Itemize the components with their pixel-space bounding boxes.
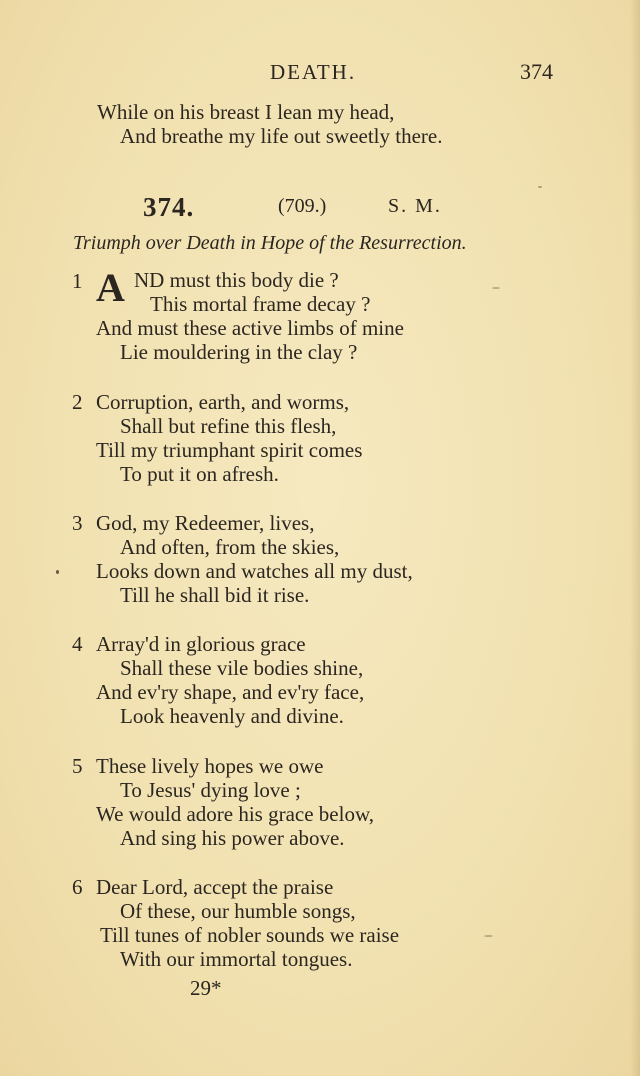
- verse-number: 2: [72, 390, 83, 414]
- verse-line: Lie mouldering in the clay ?: [120, 340, 358, 364]
- hymn-number: 374.: [143, 192, 195, 222]
- verse-number: 5: [72, 754, 83, 778]
- paper-speck: [56, 570, 59, 574]
- paper-speck: [484, 935, 493, 937]
- verse-line: Of these, our humble songs,: [120, 899, 356, 923]
- verse-line: Shall these vile bodies shine,: [120, 656, 364, 680]
- signature-mark: 29*: [190, 976, 222, 1000]
- verse-number: 1: [72, 269, 83, 293]
- hymn-meter: S. M.: [388, 195, 442, 217]
- verse-line: God, my Redeemer, lives,: [96, 511, 315, 535]
- verse-line: ND must this body die ?: [134, 268, 339, 292]
- verse-line: Dear Lord, accept the praise: [96, 875, 334, 899]
- hymn-subject: Triumph over Death in Hope of the Resurrection.: [73, 232, 467, 254]
- verse-line: And often, from the skies,: [120, 535, 340, 559]
- verse-line: With our immortal tongues.: [120, 947, 353, 971]
- verse-line: This mortal frame decay ?: [150, 292, 371, 316]
- paper-speck: [492, 287, 500, 289]
- verse-line: To Jesus' dying love ;: [120, 778, 301, 802]
- verse-line: Till he shall bid it rise.: [120, 583, 310, 607]
- verse-line: Corruption, earth, and worms,: [96, 390, 350, 414]
- verse-line: These lively hopes we owe: [96, 754, 324, 778]
- verse-line: We would adore his grace below,: [96, 802, 375, 826]
- running-title: DEATH.: [270, 60, 357, 84]
- verse-line: To put it on afresh.: [120, 462, 279, 486]
- verse-line: And ev'ry shape, and ev'ry face,: [96, 680, 365, 704]
- page-number: 374: [520, 59, 553, 84]
- verse-number: 6: [72, 875, 83, 899]
- verse-line: And sing his power above.: [120, 826, 345, 850]
- paper-speck: [538, 186, 542, 188]
- verse-line: Till tunes of nobler sounds we raise: [100, 923, 400, 947]
- verse-line: Looks down and watches all my dust,: [96, 559, 413, 583]
- verse-number: 4: [72, 632, 83, 656]
- verse-line: And must these active limbs of mine: [96, 316, 404, 340]
- verse-line: Array'd in glorious grace: [96, 632, 306, 656]
- verse-number: 3: [72, 511, 83, 535]
- hymn-reference: (709.): [278, 195, 327, 217]
- carryover-line: While on his breast I lean my head,: [97, 100, 395, 124]
- verse-line: Till my triumphant spirit comes: [96, 438, 363, 462]
- drop-cap: A: [96, 265, 125, 310]
- verse-line: Shall but refine this flesh,: [120, 414, 337, 438]
- page-edge-shadow: [630, 0, 640, 1076]
- verse-line: Look heavenly and divine.: [120, 704, 344, 728]
- carryover-line: And breathe my life out sweetly there.: [120, 124, 443, 148]
